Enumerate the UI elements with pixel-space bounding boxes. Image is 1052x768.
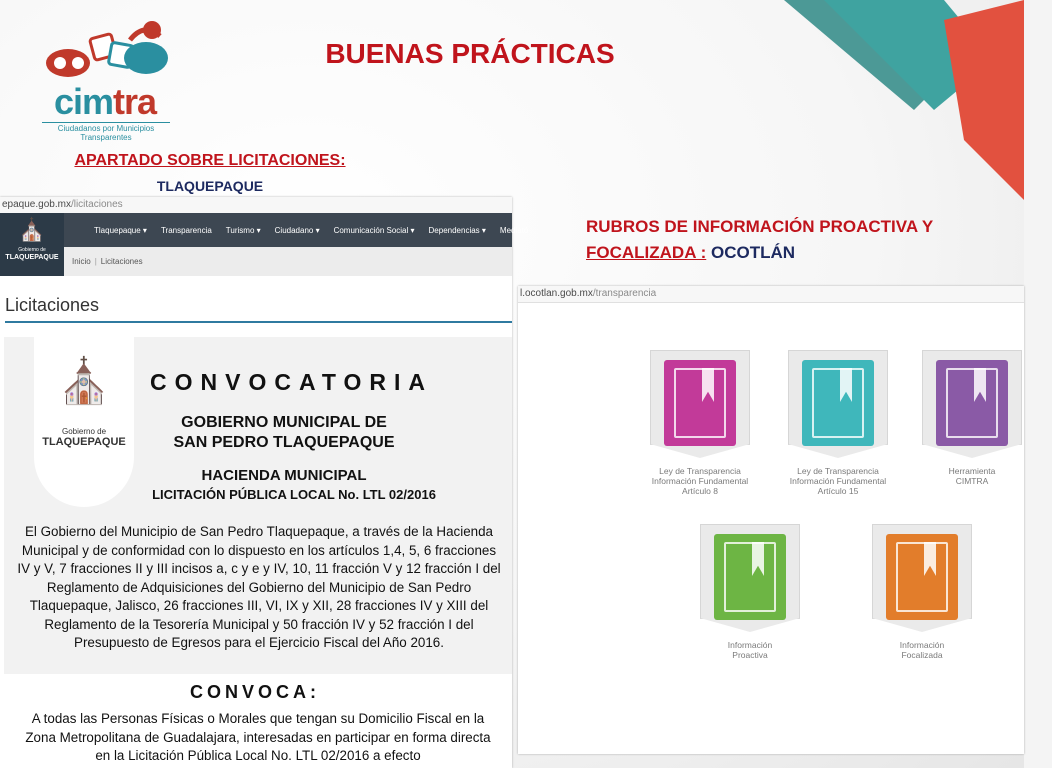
breadcrumb-inicio[interactable]: Inicio <box>72 257 91 266</box>
tile-pointer <box>700 618 800 632</box>
tile-informacion-focalizada[interactable] <box>872 524 972 660</box>
poster-licitacion: LICITACIÓN PÚBLICA LOCAL No. LTL 02/2016 <box>152 487 436 502</box>
tile-informacion-proactiva[interactable] <box>700 524 800 660</box>
tile-label <box>842 640 1002 660</box>
slide-title: BUENAS PRÁCTICAS <box>325 38 615 69</box>
ocotlan-screenshot <box>518 286 1024 754</box>
tile-label-line2: Información Fundamental <box>651 476 749 486</box>
book-cover-frame <box>896 542 948 612</box>
decorative-corner-shapes <box>764 0 1024 200</box>
section-right-heading <box>586 214 1006 266</box>
tile-label-line2: CIMTRA <box>955 476 989 486</box>
book-icon <box>714 534 786 620</box>
breadcrumb-licitaciones: Licitaciones <box>100 257 143 266</box>
site-navbar <box>0 213 529 276</box>
menu-item-transparencia[interactable]: Transparencia <box>160 225 212 235</box>
book-icon <box>664 360 736 446</box>
nav-logo-small-text: Gobierno de <box>18 247 46 253</box>
book-icon <box>802 360 874 446</box>
poster-convoca-section <box>4 674 512 768</box>
url-path: /transparencia <box>592 288 657 299</box>
poster-paragraph: El Gobierno del Municipio de San Pedro Tlaquepaque, a través de la Hacienda Municipal y de conformidad con lo dispuesto en los artículos 1,4, 5, 6 fracciones IV y V, 7 fracciones II y III incisos a, c y e y IV, 10, 11 fracción V y 12 fracción I del Reglamento de Adquisiciones del Gobierno del Municipio de San Pedro Tlaquepaque, Jalisco, 26 fracciones III, VI, IX y XII, 28 fracciones IV y XIII del Reglamento de la Tesorería Municipal y 50 fracción IV y 52 fracción I del Presupuesto de Egresos para el Ejercicio Fiscal del Año 2016. <box>17 524 501 650</box>
section-right-line1: RUBROS DE INFORMACIÓN PROACTIVA Y <box>586 217 934 236</box>
main-menu <box>64 213 529 247</box>
poster-heading: CONVOCATORIA <box>150 369 433 395</box>
cimtra-logo-icon <box>40 18 175 88</box>
tile-label-line1: Información <box>899 640 945 650</box>
tile-pointer <box>872 618 972 632</box>
logo-word-a: cim <box>54 81 114 122</box>
tlaquepaque-seal-icon: ⛪ <box>56 357 112 406</box>
tile-label-line2: Información Fundamental <box>789 476 887 486</box>
cimtra-logo <box>40 18 175 143</box>
section-right-city: OCOTLÁN <box>710 243 796 262</box>
poster-hacienda: HACIENDA MUNICIPAL <box>201 467 367 484</box>
poster-badge-name: TLAQUEPAQUE <box>42 436 126 448</box>
breadcrumb-separator: | <box>94 257 97 266</box>
tile-label-line1: Información <box>727 640 773 650</box>
book-cover-frame <box>674 368 726 438</box>
poster-government <box>154 413 414 453</box>
url-domain: l.ocotlan.gob.mx <box>520 288 593 299</box>
tile-pointer <box>650 444 750 458</box>
menu-item-dependencias[interactable]: Dependencias ▾ <box>428 225 486 235</box>
tile-herramienta-cimtra[interactable] <box>922 350 1022 486</box>
tile-pointer <box>788 444 888 458</box>
tile-label-line2: Proactiva <box>732 650 768 660</box>
logo-tagline: Ciudadanos por Municipios Transparentes <box>42 122 170 142</box>
tile-ley-transparencia-art8[interactable] <box>650 350 750 496</box>
tile-label-line2: Focalizada <box>901 650 943 660</box>
tile-label-line3: Artículo 8 <box>682 486 718 496</box>
menu-item-turismo[interactable]: Turismo ▾ <box>225 225 261 235</box>
tile-label-line1: Ley de Transparencia <box>797 466 879 476</box>
book-cover-frame <box>812 368 864 438</box>
nav-logo-name: TLAQUEPAQUE <box>5 254 59 261</box>
tile-label-line1: Herramienta <box>948 466 996 476</box>
tile-label-line3: Artículo 15 <box>817 486 859 496</box>
tile-label-line1: Ley de Transparencia <box>659 466 741 476</box>
poster-gov-line1: GOBIERNO MUNICIPAL DE <box>181 414 387 431</box>
page-heading: Licitaciones <box>5 295 100 315</box>
tile-label <box>620 466 780 496</box>
address-bar[interactable] <box>0 197 512 214</box>
section-right-line2: FOCALIZADA : <box>586 243 707 262</box>
tile-ley-transparencia-art15[interactable] <box>788 350 888 496</box>
tile-label <box>892 466 1052 486</box>
section-left-city: TLAQUEPAQUE <box>156 178 264 194</box>
poster-badge-small: Gobierno de <box>61 427 107 436</box>
menu-item-tlaquepaque[interactable]: Tlaquepaque ▾ <box>94 225 147 235</box>
url-domain: epaque.gob.mx <box>2 199 71 210</box>
book-cover-frame <box>724 542 776 612</box>
poster-badge <box>34 337 134 507</box>
tile-pointer <box>922 444 1022 458</box>
address-bar[interactable] <box>518 286 1024 303</box>
tlaquepaque-screenshot <box>0 197 529 768</box>
poster-convoca-text: A todas las Personas Físicas o Morales que tengan su Domicilio Fiscal en la Zona Metropolitana de Guadalajara, interesadas en participar en forma directa en la Licitación Pública Local No. LTL 02/2016 a efecto <box>25 711 491 763</box>
url-path: /licitaciones <box>70 199 123 210</box>
tile-label <box>670 640 830 660</box>
tlaquepaque-logo[interactable] <box>0 213 64 276</box>
menu-item-mediateca[interactable]: Mediató <box>499 225 529 235</box>
poster-gov-line2: SAN PEDRO TLAQUEPAQUE <box>173 434 395 451</box>
book-cover-frame <box>946 368 998 438</box>
menu-item-comunicacion-social[interactable]: Comunicación Social ▾ <box>333 225 415 235</box>
breadcrumb <box>64 247 512 276</box>
convocatoria-poster <box>4 337 512 768</box>
menu-item-ciudadano[interactable]: Ciudadano ▾ <box>274 225 320 235</box>
section-left-heading: APARTADO SOBRE LICITACIONES: <box>74 152 346 169</box>
book-icon <box>936 360 1008 446</box>
logo-word-b: tra <box>113 81 157 122</box>
poster-convoca-heading: CONVOCA: <box>190 682 320 702</box>
tlaquepaque-seal-icon: ⛪ <box>18 217 46 242</box>
cimtra-wordmark <box>54 81 157 122</box>
heading-underline <box>5 321 512 323</box>
book-icon <box>886 534 958 620</box>
